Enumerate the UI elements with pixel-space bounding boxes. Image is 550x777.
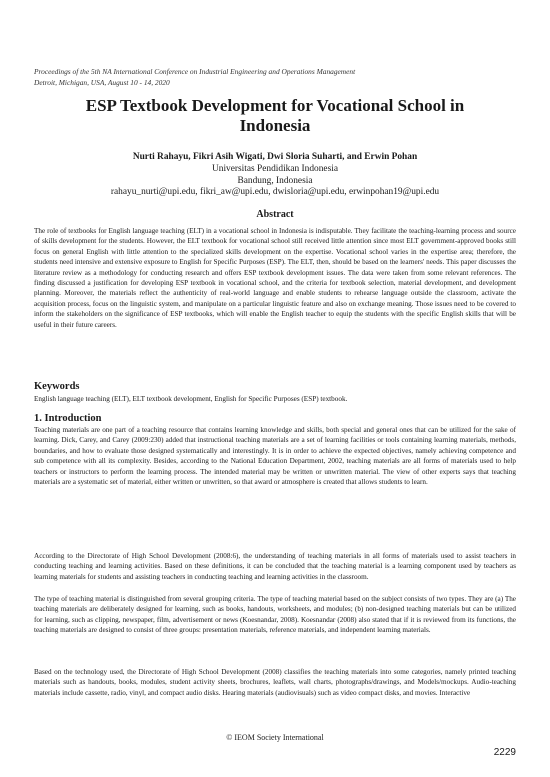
intro-paragraph-4: Based on the technology used, the Directorate of High School Development (2008) classifies the teaching materials into some categories, namely printed teaching materials such as handouts, books, modules, student activity sheets, brochures, leaflets, wall charts, photographs/drawings, and Models/mockups. Audio-teaching materials include cassette, radio, vinyl, and compact audio disks. Hearing materials (audiovisuals) such as video compact disks, and movies. Interactive [34,668,516,697]
author-names: Nurti Rahayu, Fikri Asih Wigati, Dwi Sloria Suharti, and Erwin Pohan [132,152,418,162]
proceedings-line-2: Detroit, Michigan, USA, August 10 - 14, 2020 [34,77,170,87]
intro-paragraph-3: The type of teaching material is distinguished from several grouping criteria. The type of teaching material based on the subject consists of two types. They are (a) The teaching materials are deliberately designed for learning, such as books, handouts, worksheets, and modules; (b) non-designed teaching materials but can be utilized for learning, such as clipping, newspaper, film, advertisement or news (Koesnandar, 2008). Koesnandar (2008) also stated that if it is reviewed from its functions, the teaching materials are designed to consist of three groups: presentation materials, reference materials, and independent learning materials. [34,595,516,635]
keywords-text: English language teaching (ELT), ELT textbook development, English for Specific Purposes (ESP) textbook. [34,395,348,403]
intro-paragraph-1: Teaching materials are one part of a teaching resource that contains learning knowledge and skills, both special and general ones that can be utilized for the sake of learning. Dick, Carey, and Carey (2009:230) added that instructional teaching materials are a set of learning facilities or tools containing learning materials, methods, boundaries, and how to evaluate those designed systematically and interestingly. It is in order to achieve the expected objectives, namely achieving competence and sub competence with all its complexity. Besides, according to the National Education Department, 2002, teaching materials are all forms of materials used to help teachers or instructors to perform the learning process. The intended material may be written or unwritten material. The view of other experts says that teaching materials are a systematic set of material, either written or unwritten, so that award or atmosphere is created that allows students to learn. [34,426,516,487]
abstract-text: The role of textbooks for English language teaching (ELT) in a vocational school in Indonesia is indisputable. They facilitate the teaching-learning process and source of skills development for the students. However, the ELT textbook for vocational school still received little attention since most ELT government-approved books still focus on general English with little attention to the specialized skills development on the expertise. Vocational school varies in the expertise area; therefore, the students need intensive and extensive exposure to English for Specific Purposes (ESP). The ELT, then, should be based on the learners' needs. This paper discusses the literature review as a methodology for conducting research and offers ESP textbook development issues. The data were taken from some relevant references. The finding discussed a justification for developing ESP textbook in vocational school, and the criteria for textbook selection, material development, and development planning. Moreover, the materials reflect the authenticity of real-world language and enable students to rehearse language outside the classroom, activate the acquisition process, focus on the linguistic system, and manipulate on a particular linguistic feature and also on exchange meaning. Those issues need to be covered to inform the stakeholders on the significance of ESP textbooks, which will enable the English teacher to equip the students with the specific English skills that will be useful in their future careers. [34,227,516,329]
proceedings-line-1: Proceedings of the 5th NA International Conference on Industrial Engineering and Operations Management [34,67,356,76]
page-number: 2229 [493,747,516,758]
proceedings-header [34,67,514,88]
society-footer: © IEOM Society International [226,733,324,742]
intro-paragraph-2: According to the Directorate of High School Development (2008:6), the understanding of teaching materials in all forms of materials used to assist teachers in conducting teaching and learning activities. Based on these definitions, it can be concluded that the teaching material is a learning component used by teachers as learning materials for students and assisting teachers in conducting teaching and learning activities in the classroom. [34,552,516,581]
introduction-heading: 1. Introduction [34,413,102,424]
keywords-heading: Keywords [34,381,80,392]
author-block [20,152,530,199]
author-emails: rahayu_nurti@upi.edu, fikri_aw@upi.edu, dwisloria@upi.edu, erwinpohan19@upi.edu [110,187,440,198]
title-line-2: Indonesia [239,116,311,135]
abstract-heading: Abstract [256,209,294,220]
paper-title [40,96,510,136]
title-line-1: ESP Textbook Development for Vocational School in [85,96,465,115]
author-location: Bandung, Indonesia [237,175,313,186]
author-affiliation: Universitas Pendidikan Indonesia [211,163,339,174]
